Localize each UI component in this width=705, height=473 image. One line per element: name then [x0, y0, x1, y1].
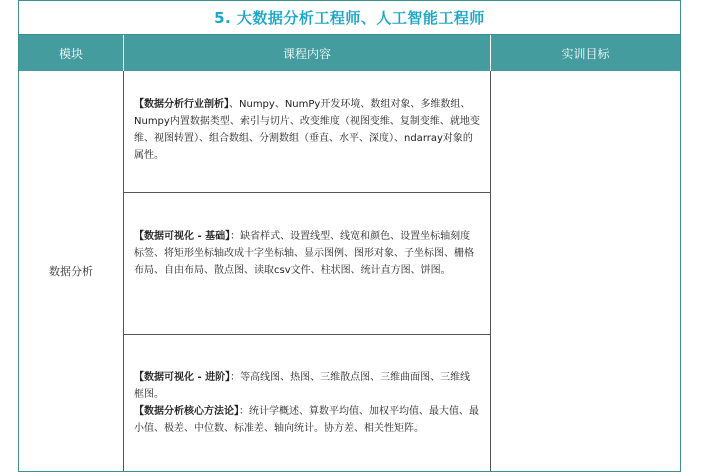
section-title: 5. 大数据分析工程师、人工智能工程师 [214, 9, 485, 27]
section-title-bar [19, 1, 680, 35]
content-block-3-text [134, 369, 480, 403]
content-block-2-text [134, 228, 480, 279]
content-block-1-heading: 【数据分析行业剖析】 [134, 99, 229, 110]
table-body [19, 71, 680, 471]
module-cell [19, 71, 124, 471]
content-block-3-heading: 【数据可视化 - 进阶】 [134, 372, 231, 383]
content-block-2-body: ：缺省样式、设置线型、线宽和颜色、设置坐标轴刻度标签、将矩形坐标轴改成十字坐标轴、显示图例、图形对象、子坐标图、栅格布局、自由布局、散点图、读取csv文件、柱状图、统计直方图、饼图。 [134, 231, 474, 276]
course-table-page [18, 0, 681, 472]
content-block-3-body: ：等高线图、热图、三维散点图、三维曲面图、三维线框图。 [134, 372, 471, 400]
header-module: 模块 [19, 35, 124, 71]
content-block-1-body: 、Numpy、NumPy开发环境、数组对象、多维数组、Numpy内置数据类型、索引与切片、改变维度（视图变维、复制变维、就地变维、视图转置）、组合数组、分割数组（垂直、水平、深度）、ndarray对象的属性。 [134, 99, 480, 161]
content-block-3-body-2: ：统计学概述、算数平均值、加权平均值、最大值、最小值、极差、中位数、标准差、轴向统计。协方差、相关性矩阵。 [134, 406, 479, 434]
content-block-1-text [134, 96, 480, 164]
content-block-3 [124, 335, 490, 471]
target-cell [491, 71, 680, 471]
header-target: 实训目标 [561, 46, 610, 61]
header-content: 课程内容 [124, 35, 491, 71]
content-block-3-text-2 [134, 403, 480, 437]
content-block-2 [124, 193, 490, 335]
content-column [124, 71, 491, 471]
content-block-1 [124, 71, 490, 193]
content-block-3-heading-2: 【数据分析核心方法论】 [134, 406, 239, 417]
module-name: 数据分析 [49, 265, 93, 278]
content-block-2-heading: 【数据可视化 - 基础】 [134, 231, 231, 242]
table-header-row [19, 35, 680, 71]
